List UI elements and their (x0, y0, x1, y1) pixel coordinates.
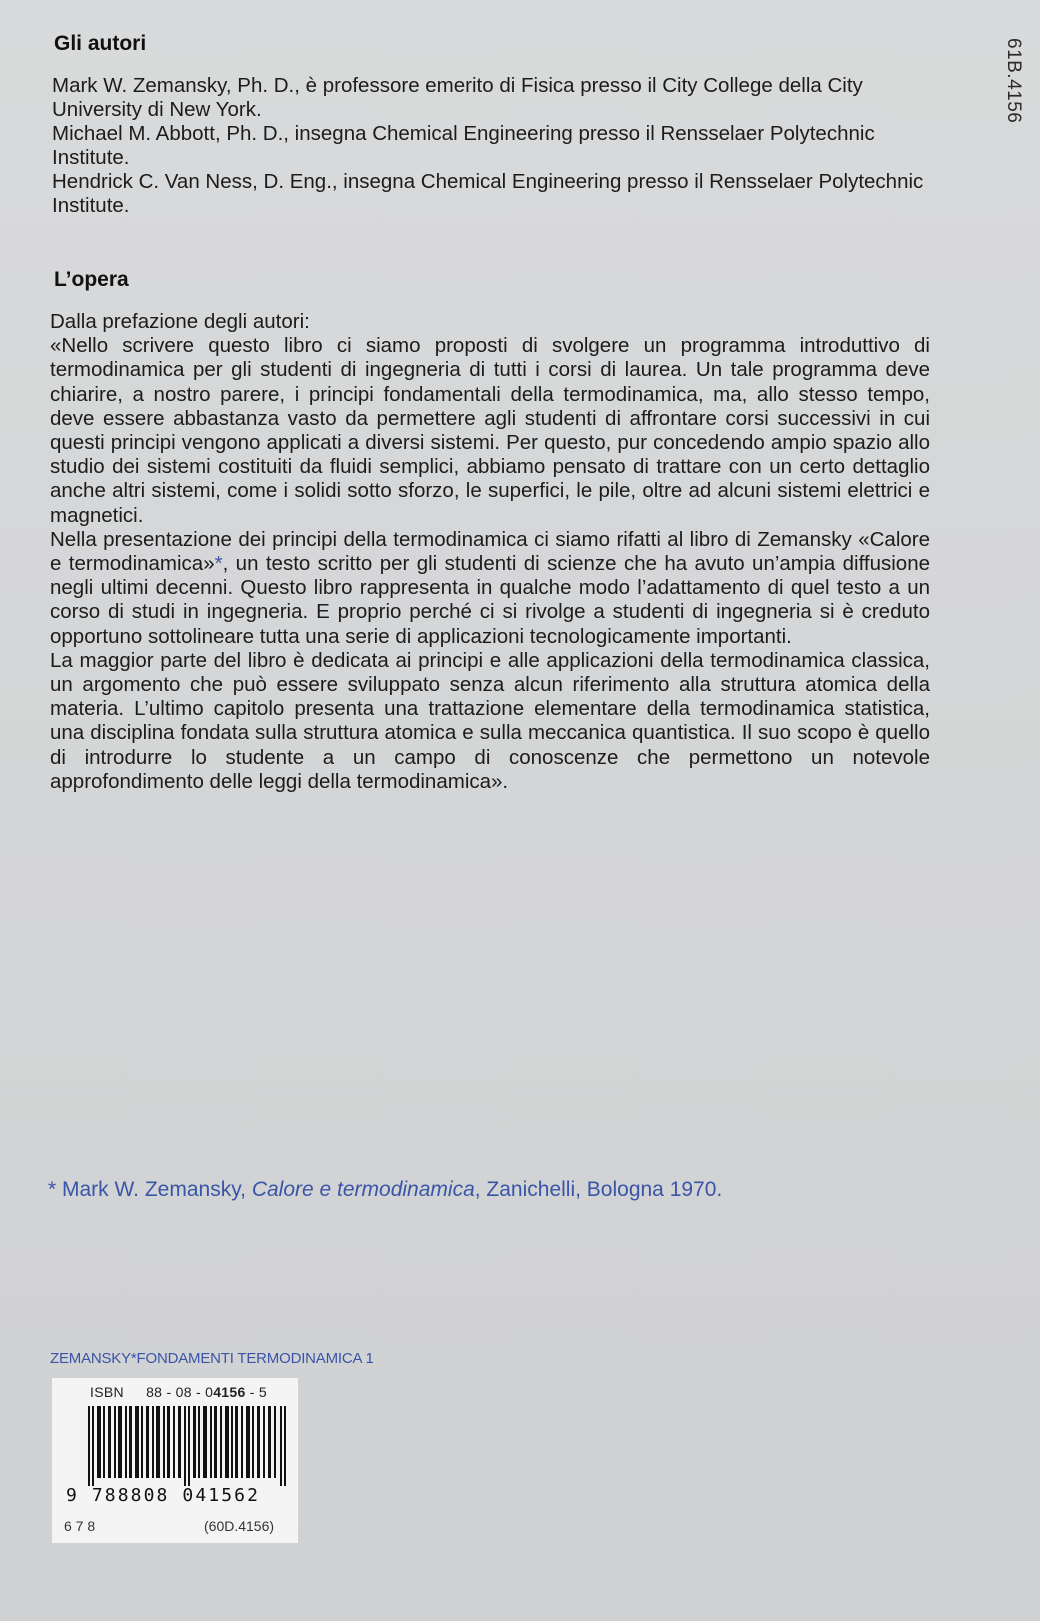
preface-intro: Dalla prefazione degli autori: (50, 310, 310, 333)
author-van-ness: Hendrick C. Van Ness, D. Eng., insegna Chemical Engineering presso il Rensselaer Polytechnic Institute. (52, 170, 924, 217)
inventory-code: (60D.4156) (204, 1518, 275, 1534)
series-line: ZEMANSKY*FONDAMENTI TERMODINAMICA 1 (50, 1350, 374, 1367)
price-code: 6 7 8 (64, 1518, 96, 1534)
author-abbott: Michael M. Abbott, Ph. D., insegna Chemical Engineering presso il Rensselaer Polytechnic Institute. (52, 122, 875, 169)
footnote-publisher: , Zanichelli, Bologna 1970. (474, 1178, 723, 1201)
author-zemansky: Mark W. Zemansky, Ph. D., è professore emerito di Fisica presso il City College della City University di New York. (52, 74, 863, 121)
para2-start: Nella presentazione dei principi della termodinamica ci siamo rifatti al libro di Zemansky «Calore e termodinamica» (50, 527, 930, 576)
preface-excerpt (50, 310, 930, 794)
footnote (48, 1178, 722, 1202)
isbn-label: ISBN (90, 1384, 124, 1400)
work-heading: L’opera (54, 268, 129, 291)
isbn-number: 88 - 08 - 04156 - 5 (146, 1384, 268, 1400)
barcode-bars (88, 1406, 288, 1486)
preface-paragraph-3: La maggior parte del libro è dedicata ai principi e alle applicazioni della termodinamica classica, un argomento che può essere sviluppato senza alcun riferimento alla struttura atomica della materia. L’ultimo capitolo presenta una trattazione elementare della termodinamica statistica, una disciplina fondata sulla struttura atomica e sulla meccanica quantistica. Il suo scopo è quello di introdurre lo studente a un campo di conoscenze che permettono un notevole approfondimento delle leggi della termodinamica». (50, 648, 930, 793)
isbn-line (90, 1384, 267, 1400)
ean-digits: 9 788808 041562 (66, 1485, 261, 1506)
spine-code: 61B.4156 (1003, 38, 1024, 124)
para2-end: , un testo scritto per gli studenti di scienze che ha avuto un’ampia diffusione negli ultimi decenni. Questo libro rappresenta in qualche modo l’adattamento di quel testo a un corso di studi in ingegneria. E proprio perché ci si rivolge a studenti di ingegneria si è creduto opportuno sottolineare tutta una serie di applicazioni tecnologicamente importanti. (50, 552, 930, 648)
footnote-star: * (214, 552, 223, 576)
preface-paragraph-2 (50, 528, 930, 649)
footnote-title: Calore e termodinamica (251, 1178, 475, 1201)
footnote-author: * Mark W. Zemansky, (48, 1178, 252, 1201)
barcode-label (52, 1378, 298, 1543)
preface-paragraph-1: «Nello scrivere questo libro ci siamo proposti di svolgere un programma introduttivo di termodinamica per gli studenti di ingegneria di tutti i corsi di laurea. Un tale programma deve chiarire, a nostro parere, i principi fondamentali della termodinamica, ma, allo stesso tempo, deve essere abbastanza vasto da permettere agli studenti di affrontare corsi successivi in cui questi principi vengono applicati a diversi sistemi. Per questo, pur concedendo ampio spazio allo studio dei sistemi costituiti da fluidi semplici, abbiamo pensato di trattare con un certo dettaglio anche altri sistemi, come i solidi sotto sforzo, le superfici, le pile, oltre ad alcuni sistemi elettrici e magnetici. (50, 334, 930, 527)
authors-heading: Gli autori (54, 32, 147, 55)
authors-list (52, 74, 932, 218)
